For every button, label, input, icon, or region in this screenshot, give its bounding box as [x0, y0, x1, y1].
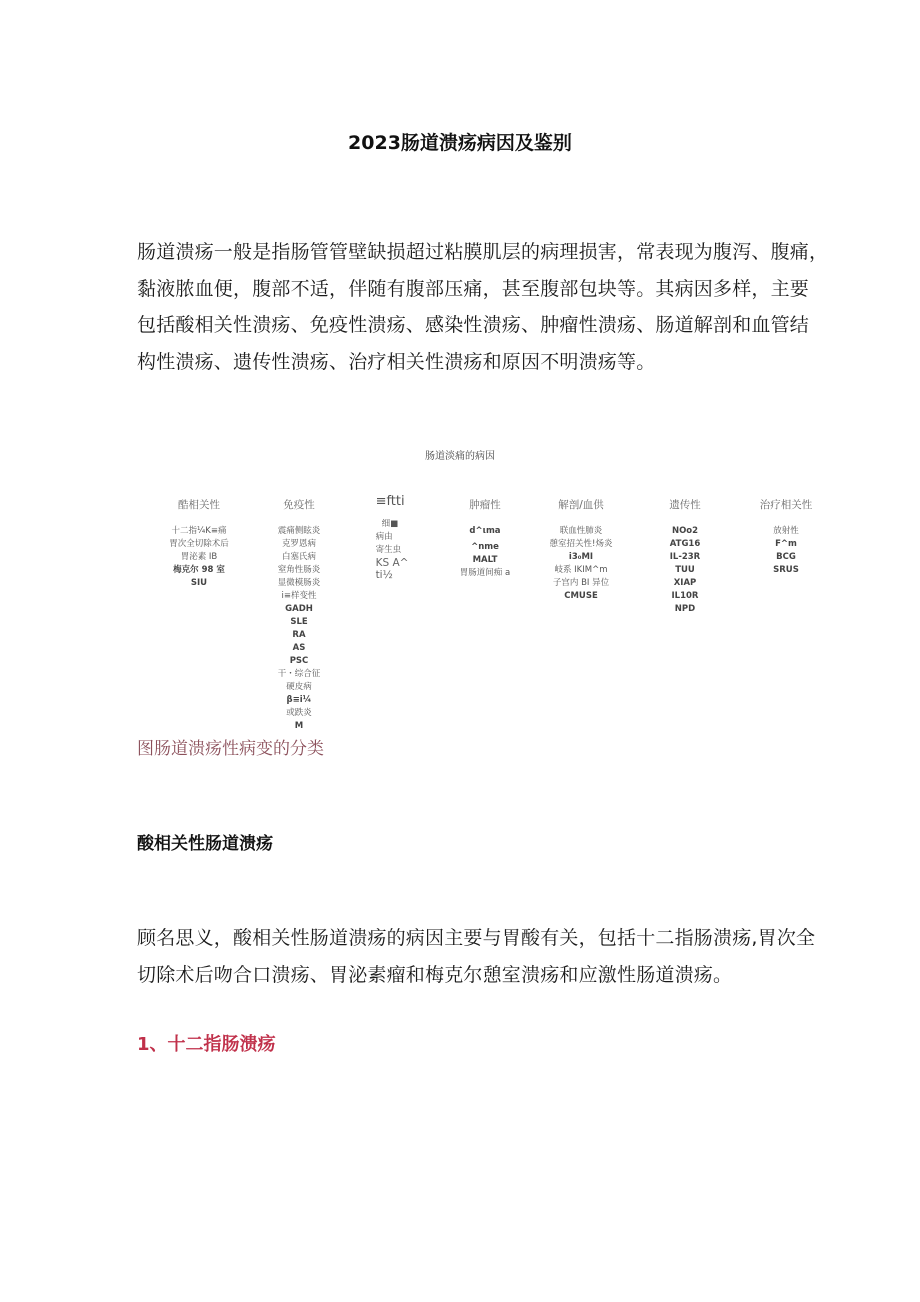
column-item: 病由	[375, 532, 393, 542]
column-item: 干・综合征	[277, 669, 321, 679]
column-item: SLE	[290, 617, 308, 627]
figure-column-immune	[278, 497, 321, 733]
intro-line: 包括酸相关性溃疡、免疫性溃疡、感染性溃疡、肿瘤性溃疡、肠道解剖和血管结	[137, 314, 810, 336]
column-item: RA	[292, 630, 306, 640]
column-heading: 酷相关性	[177, 499, 220, 511]
column-item: IL10R	[671, 591, 699, 601]
column-item: AS	[292, 643, 306, 653]
column-item: F^m	[775, 539, 797, 549]
document-title: 2023肠道溃疡病因及鉴别	[348, 132, 572, 154]
column-item: 寄生虫	[375, 545, 402, 555]
figure-column-treatment	[760, 497, 813, 577]
column-item: 子宫内 BI 异位	[552, 578, 610, 588]
column-item: 十二指¼K≡痛	[171, 526, 227, 536]
figure-column-tumor	[460, 497, 510, 580]
section-heading: 酸相关性肠道溃疡	[137, 834, 273, 854]
column-item: 胃泌素 IB	[180, 552, 218, 562]
column-item: 联血性肺炎	[559, 526, 603, 536]
column-heading: 免疫性	[283, 499, 315, 511]
column-heading: 遗传性	[669, 499, 701, 511]
column-item: i3₀MI	[568, 552, 594, 562]
intro-paragraph	[137, 234, 829, 380]
column-item: NPD	[674, 604, 696, 614]
figure-column-anatomy	[550, 497, 613, 603]
column-item: NOo2	[671, 526, 699, 536]
column-item: 克罗恩病	[281, 539, 317, 549]
intro-line: 构性溃疡、遗传性溃疡、治疗相关性溃疡和原因不明溃疡等。	[137, 350, 656, 373]
column-heading: 解剖/血供	[558, 499, 604, 511]
column-item: β≡i¼	[286, 695, 312, 705]
column-item: 岐系 IKIM^m	[554, 565, 608, 575]
column-item: d^ιma	[469, 526, 501, 536]
column-item: XIAP	[673, 578, 697, 588]
figure-column-genetic	[669, 497, 701, 616]
column-item: i≡样变性	[281, 591, 317, 601]
figure-title: 肠道淡痛的病因	[425, 451, 495, 462]
column-item: SRUS	[773, 565, 799, 575]
column-item: 胃次全切除术后	[169, 539, 229, 549]
column-heading: ≡ftti	[375, 494, 405, 509]
section-line: 切除术后吻合口溃疡、胃泌素瘤和梅克尔憩室溃疡和应激性肠道溃疡。	[137, 963, 733, 986]
column-item: SIU	[190, 578, 208, 588]
column-item: 放射性	[773, 526, 799, 536]
column-item: ti½	[375, 569, 393, 581]
section-paragraph	[137, 920, 816, 993]
column-item: 震痛侧眩炎	[277, 526, 321, 536]
column-item: MALT	[472, 555, 498, 565]
figure-column-infection	[376, 494, 409, 581]
column-heading: 治疗相关性	[759, 499, 813, 511]
column-item: 梅克尔 98 室	[173, 565, 225, 575]
section-line: 顾名思义，酸相关性肠道溃疡的病因主要与胃酸有关，包括十二指肠溃疡,胃次全	[137, 927, 816, 949]
column-item: TUU	[675, 565, 695, 575]
column-item: 胃肠道间痴 a	[459, 568, 511, 578]
column-item: 显微模肠炎	[277, 578, 321, 588]
column-item: 窒角性肠炎	[277, 565, 321, 575]
column-item: GADH	[285, 604, 313, 614]
column-item: CMUSE	[564, 591, 598, 601]
column-item: 细■	[381, 519, 399, 529]
column-item: 或跌炎	[286, 708, 312, 718]
column-item: BCG	[776, 552, 796, 562]
intro-line: 肠道溃疡一般是指肠管管壁缺损超过粘膜肌层的病理损害，常表现为腹泻、腹痛，	[137, 241, 829, 263]
column-item: ATG16	[669, 539, 701, 549]
subsection-heading: 1、十二指肠溃疡	[137, 1034, 276, 1055]
column-heading: 肿瘤性	[469, 499, 501, 511]
column-item: ^nme	[471, 542, 499, 552]
column-item: 硬皮病	[286, 682, 312, 692]
figure-column-acid	[169, 497, 229, 590]
column-item: IL-23R	[669, 552, 701, 562]
column-item: M	[294, 721, 304, 731]
figure-caption: 图肠道溃疡性病变的分类	[137, 739, 324, 759]
intro-line: 黏液脓血便，腹部不适，伴随有腹部压痛，甚至腹部包块等。其病因多样，主要	[137, 277, 810, 300]
column-item: 憩室招关性!炀炎	[549, 539, 613, 549]
column-item: KS A^	[375, 557, 409, 569]
column-item: PSC	[289, 656, 309, 666]
column-item: 白塞氏病	[281, 552, 317, 562]
